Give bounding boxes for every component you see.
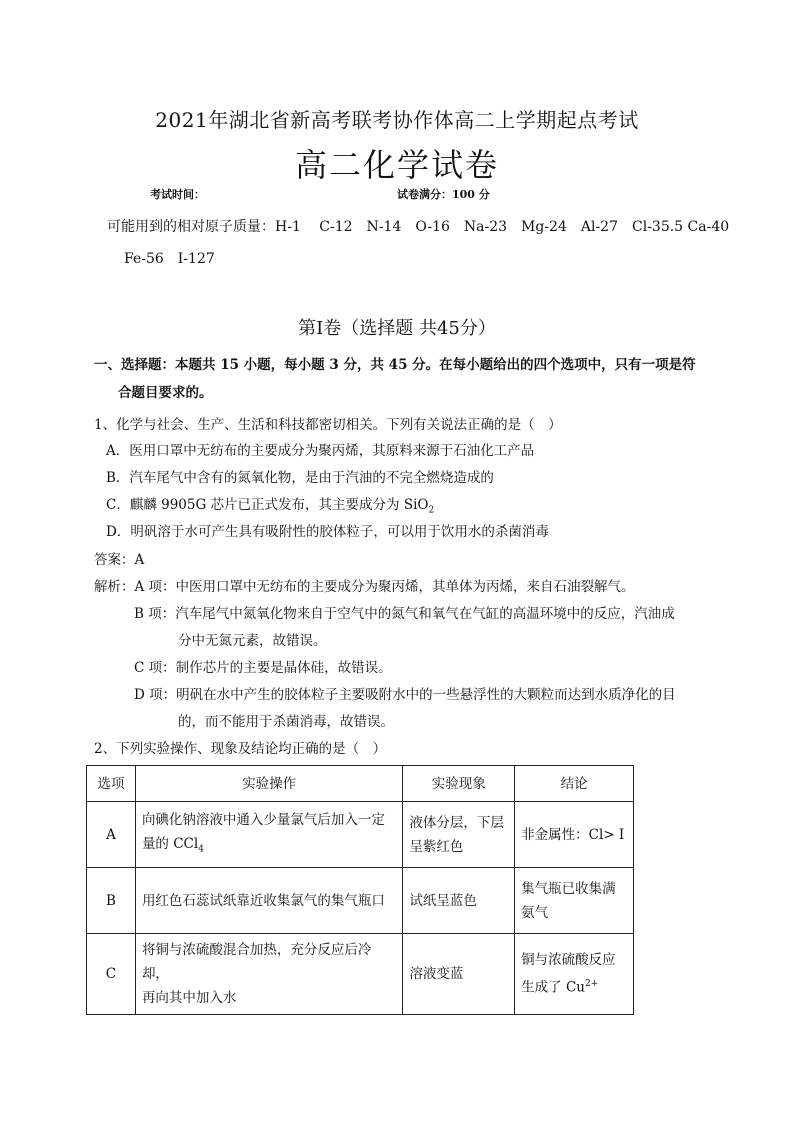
row-option: B — [87, 868, 136, 934]
q1-option-c: C．麒麟 9905G 芯片已正式发布，其主要成分为 SiO$_2$ — [106, 497, 435, 516]
table-row — [87, 868, 634, 934]
q1-analysis-b-line-2: 分中无氮元素，故错误。 — [178, 633, 327, 649]
header-operation: 实验操作 — [135, 766, 402, 802]
q1-option-d: D．明矾溶于水可产生具有吸附性的胶体粒子，可以用于饮用水的杀菌消毒 — [106, 524, 549, 540]
full-score: 试卷满分：100 分 — [397, 188, 490, 201]
atomic-mass-line-2: Fe-56 I-127 — [124, 251, 215, 267]
experiment-table — [86, 765, 634, 1015]
q1-analysis-d-line-1: D 项：明矾在水中产生的胶体粒子主要吸附水中的一些悬浮性的大颗粒而达到水质净化的目 — [134, 687, 676, 703]
header-conclusion: 结论 — [515, 766, 634, 802]
row-operation: 向碘化钠溶液中通入少量氯气后加入一定 量的 CCl$_4$ — [135, 802, 402, 868]
row-operation: 将铜与浓硫酸混合加热，充分反应后冷却， 再向其中加入水 — [135, 934, 402, 1015]
q1-option-a: A．医用口罩中无纺布的主要成分为聚丙烯，其原料来源于石油化工产品 — [106, 443, 535, 459]
q1-analysis-a: 解析：A 项：中医用口罩中无纺布的主要成分为聚丙烯，其单体为丙烯，来自石油裂解气。 — [94, 579, 635, 595]
row-option: C — [87, 934, 136, 1015]
table-header-row — [87, 766, 634, 802]
q2-stem: 2、下列实验操作、现象及结论均正确的是（ ） — [94, 741, 387, 757]
instruction-line-1: 一、选择题：本题共 15 小题，每小题 3 分，共 45 分。在每小题给出的四个选项中，只有一项是符 — [94, 357, 696, 373]
header-phenomenon: 实验现象 — [403, 766, 515, 802]
exam-time: 考试时间： — [150, 188, 205, 201]
row-conclusion: 铜与浓硫酸反应 生成了 $Cu^{2+}$ — [515, 934, 634, 1015]
row-phenomenon: 液体分层，下层 呈紫红色 — [403, 802, 515, 868]
instruction-line-2: 合题目要求的。 — [118, 385, 213, 401]
row-conclusion: 非金属性：Cl> I — [515, 802, 634, 868]
paper-title: 高二化学试卷 — [294, 146, 499, 184]
exam-title: 2021年湖北省新高考联考协作体高二上学期起点考试 — [155, 108, 639, 132]
q1-analysis-b-line-1: B 项：汽车尾气中氮氧化物来自于空气中的氮气和氧气在气缸的高温环境中的反应，汽油成 — [134, 606, 675, 622]
row-phenomenon: 溶液变蓝 — [403, 934, 515, 1015]
q1-stem: 1、化学与社会、生产、生活和科技都密切相关。下列有关说法正确的是（ ） — [94, 417, 562, 433]
atomic-mass-line-1: 可能用到的相对原子质量：H-1 C-12 N-14 O-16 Na-23 Mg-24 Al-27 Cl-35.5 Ca-40 — [107, 219, 730, 235]
row-conclusion: 集气瓶已收集满 氨气 — [515, 868, 634, 934]
table-row — [87, 802, 634, 868]
header-option: 选项 — [87, 766, 136, 802]
table-row — [87, 934, 634, 1015]
q1-analysis-d-line-2: 的，而不能用于杀菌消毒，故错误。 — [178, 714, 394, 730]
row-phenomenon: 试纸呈蓝色 — [403, 868, 515, 934]
section-title: 第Ⅰ卷（选择题 共45分） — [298, 318, 496, 339]
row-option: A — [87, 802, 136, 868]
q1-answer: 答案：A — [94, 552, 145, 568]
row-operation: 用红色石蕊试纸靠近收集氯气的集气瓶口 — [135, 868, 402, 934]
q1-option-b: B．汽车尾气中含有的氮氧化物，是由于汽油的不完全燃烧造成的 — [106, 470, 494, 486]
q1-analysis-c: C 项：制作芯片的主要是晶体硅，故错误。 — [134, 660, 392, 676]
